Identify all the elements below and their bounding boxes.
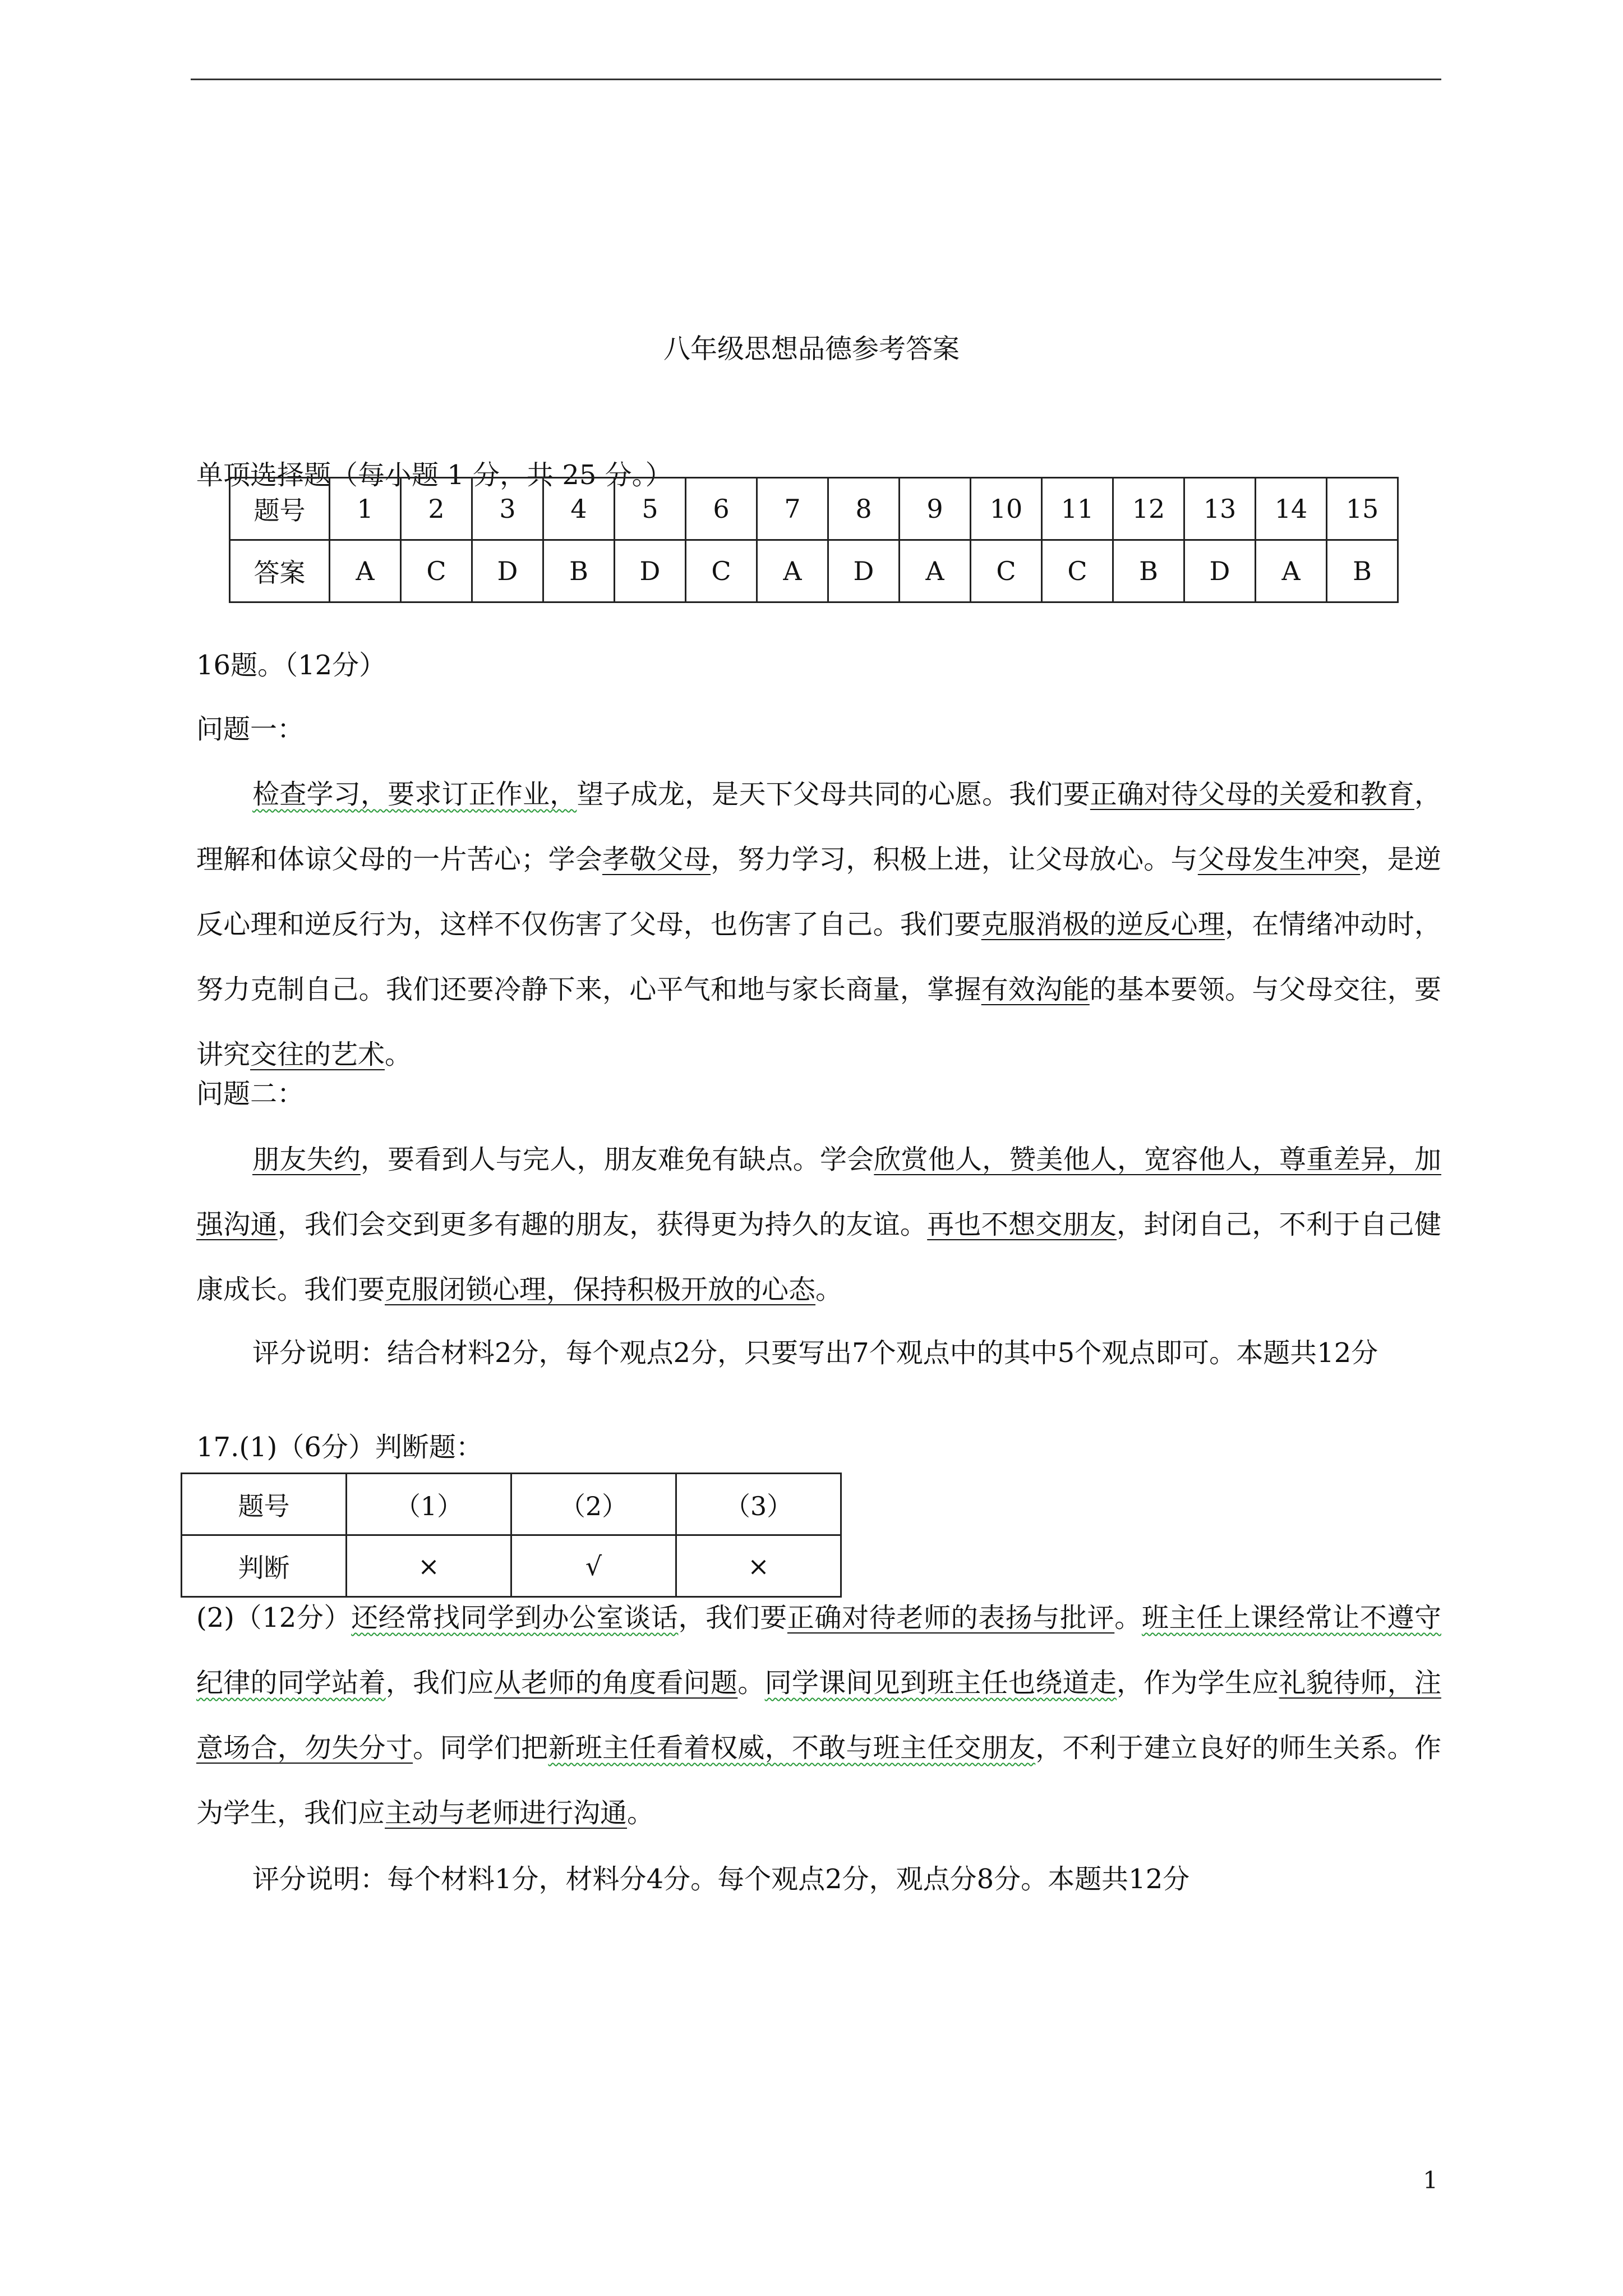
question-number: 2 bbox=[401, 478, 472, 540]
row-header: 题号 bbox=[230, 478, 330, 540]
key-point: 主动与老师进行沟通 bbox=[385, 1797, 628, 1829]
body-text: 。 bbox=[737, 1667, 765, 1699]
material-text: 朋友失约 bbox=[252, 1144, 361, 1175]
question-17-heading: 17.(1)（6分）判断题： bbox=[196, 1432, 483, 1463]
answer-cell: C bbox=[1042, 540, 1113, 602]
answer-cell: D bbox=[472, 540, 543, 602]
body-text: ，作为学生应 bbox=[1117, 1667, 1279, 1699]
body-text: 。 bbox=[385, 1039, 412, 1070]
part-label: (2)（12分） bbox=[196, 1602, 352, 1634]
question-16-part-1-label: 问题一： bbox=[196, 714, 305, 745]
question-16-answer-1 bbox=[196, 762, 1441, 1087]
header-rule bbox=[191, 79, 1441, 80]
body-text: ，我们应 bbox=[385, 1667, 494, 1699]
body-text: ，我们会交到更多有趣的朋友，获得更为持久的友谊。 bbox=[277, 1209, 928, 1240]
row-header: 答案 bbox=[230, 540, 330, 602]
question-number: 9 bbox=[900, 478, 971, 540]
body-text: 望子成龙，是天下父母共同的心愿。我们要 bbox=[577, 779, 1090, 810]
key-point: 礼貌待师，注意场合，勿失分寸 bbox=[196, 1667, 1441, 1764]
page-number: 1 bbox=[1423, 2166, 1438, 2194]
question-17-scoring-note: 评分说明：每个材料1分，材料分4分。每个观点2分，观点分8分。本题共12分 bbox=[252, 1864, 1190, 1895]
question-number: 1 bbox=[330, 478, 401, 540]
row-header: 判断 bbox=[182, 1535, 347, 1597]
key-point: 有效沟能 bbox=[981, 974, 1090, 1005]
answer-cell: A bbox=[757, 540, 828, 602]
answer-cell: C bbox=[686, 540, 757, 602]
material-text: 检查学习，要求订正作业， bbox=[252, 779, 577, 810]
body-text: ，在情绪冲动时，努力克制自己。我们还要冷静下来，心平气和地与家长商量，掌握 bbox=[196, 909, 1441, 1005]
question-number: （2） bbox=[511, 1474, 676, 1535]
body-text: ，要看到人与完人，朋友难免有缺点。学会 bbox=[360, 1144, 874, 1175]
question-number: （1） bbox=[347, 1474, 511, 1535]
body-text: ，努力学习，积极上进，让父母放心。与 bbox=[711, 844, 1198, 875]
question-number: 5 bbox=[615, 478, 686, 540]
key-point: 交往的艺术 bbox=[250, 1039, 385, 1070]
answer-table bbox=[229, 477, 1399, 603]
body-text: ，理解和体谅父母的一片苦心；学会 bbox=[196, 779, 1441, 875]
material-text: 新班主任看着权威，不敢与班主任交朋友 bbox=[548, 1732, 1036, 1764]
question-number: 3 bbox=[472, 478, 543, 540]
question-16-answer-2 bbox=[196, 1127, 1441, 1322]
key-point: 欣赏他人，赞美他人，宽容他人，尊重差异，加强沟通 bbox=[196, 1144, 1441, 1240]
question-number: 11 bbox=[1042, 478, 1113, 540]
body-text: ，不利于建立良好的师生关系。作为学生，我们应 bbox=[196, 1732, 1441, 1829]
key-point: 正确对待父母的关爱和教育 bbox=[1090, 779, 1414, 810]
material-text: 再也不想交朋友 bbox=[927, 1209, 1117, 1240]
body-text: 。 bbox=[1114, 1602, 1142, 1634]
judgement-mark: × bbox=[347, 1535, 511, 1597]
body-text: 。同学们把 bbox=[413, 1732, 548, 1764]
question-16-scoring-note: 评分说明：结合材料2分，每个观点2分，只要写出7个观点中的其中5个观点即可。本题共12分 bbox=[252, 1337, 1378, 1369]
document-title: 八年级思想品德参考答案 bbox=[663, 333, 960, 365]
table-row bbox=[182, 1474, 841, 1535]
judgement-mark: √ bbox=[511, 1535, 676, 1597]
material-text: 还经常找同学到办公室谈话 bbox=[351, 1602, 679, 1634]
question-number: （3） bbox=[676, 1474, 841, 1535]
body-text: 的基本要领。与父母交往，要讲究 bbox=[196, 974, 1441, 1070]
answer-cell: A bbox=[1256, 540, 1327, 602]
question-number: 12 bbox=[1113, 478, 1184, 540]
judgement-table bbox=[181, 1473, 842, 1598]
question-number: 15 bbox=[1327, 478, 1398, 540]
material-text: 同学课间见到班主任也绕道走 bbox=[764, 1667, 1117, 1699]
question-16-part-2-label: 问题二： bbox=[196, 1078, 305, 1110]
key-point: 正确对待老师的表扬与批评 bbox=[787, 1602, 1115, 1634]
key-point: 从老师的角度看问题 bbox=[494, 1667, 738, 1699]
question-number: 6 bbox=[686, 478, 757, 540]
body-text: ，封闭自己，不利于自己健康成长。我们要 bbox=[196, 1209, 1441, 1305]
body-text: 。 bbox=[627, 1797, 654, 1829]
answer-cell: D bbox=[615, 540, 686, 602]
answer-cell: A bbox=[900, 540, 971, 602]
question-number: 14 bbox=[1256, 478, 1327, 540]
answer-cell: D bbox=[828, 540, 900, 602]
answer-cell: B bbox=[543, 540, 615, 602]
row-header: 题号 bbox=[182, 1474, 347, 1535]
key-point: 克服消极的逆反心理 bbox=[981, 909, 1225, 940]
key-point: 父母发生冲突 bbox=[1197, 844, 1361, 875]
material-text: 班主任上课经常让不遵守纪律的同学站着 bbox=[196, 1602, 1441, 1699]
question-number: 8 bbox=[828, 478, 900, 540]
judgement-mark: × bbox=[676, 1535, 841, 1597]
answer-cell: B bbox=[1113, 540, 1184, 602]
question-16-heading: 16题。（12分） bbox=[196, 650, 386, 681]
answer-cell: D bbox=[1184, 540, 1256, 602]
question-number: 13 bbox=[1184, 478, 1256, 540]
question-number: 4 bbox=[543, 478, 615, 540]
answer-cell: A bbox=[330, 540, 401, 602]
question-number: 7 bbox=[757, 478, 828, 540]
body-text: ，我们要 bbox=[678, 1602, 787, 1634]
table-row bbox=[230, 478, 1398, 540]
key-point: 克服闭锁心理，保持积极开放的心态 bbox=[385, 1274, 816, 1305]
section-heading-multiple-choice: 单项选择题（每小题 1 分，共 25 分。） bbox=[196, 459, 672, 491]
answer-cell: B bbox=[1327, 540, 1398, 602]
answer-cell: C bbox=[971, 540, 1042, 602]
question-17-answer-2 bbox=[196, 1585, 1441, 1846]
body-text: ，是逆反心理和逆反行为，这样不仅伤害了父母，也伤害了自己。我们要 bbox=[196, 844, 1441, 940]
question-number: 10 bbox=[971, 478, 1042, 540]
table-row bbox=[230, 540, 1398, 602]
answer-cell: C bbox=[401, 540, 472, 602]
body-text: 。 bbox=[815, 1274, 843, 1305]
key-point: 孝敬父母 bbox=[602, 844, 711, 875]
